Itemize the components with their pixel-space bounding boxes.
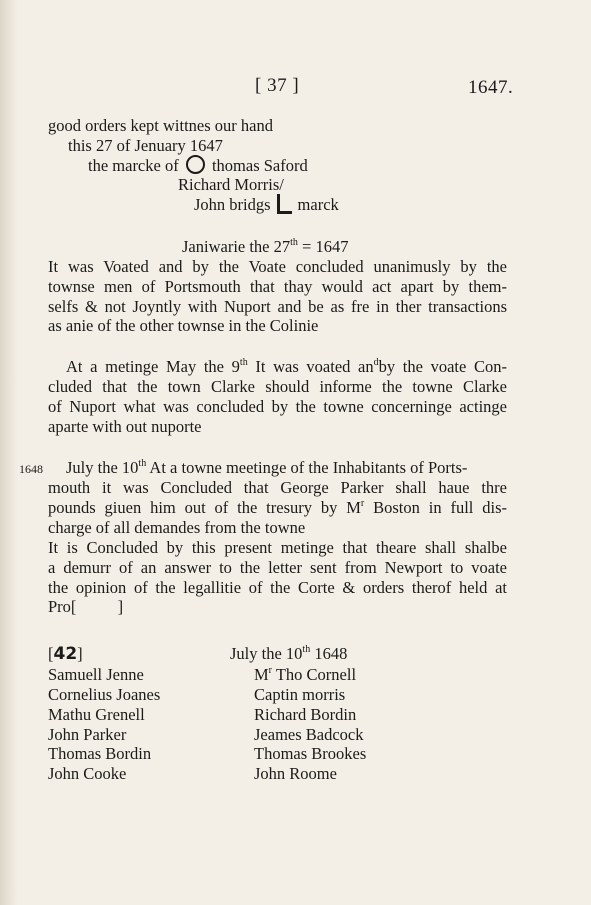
page-ref-number: 42 (53, 644, 78, 664)
entry4-line: a demurr of an answer to the letter sent from Newport to voate (48, 558, 507, 577)
date-sup: th (290, 237, 298, 248)
page-edge-shadow (0, 0, 18, 905)
entry4-line1 (66, 457, 507, 479)
entry3-line1 (66, 356, 507, 378)
entry2-line: as anie of the other townse in the Colinie (48, 316, 319, 335)
roster-left-name: Thomas Bordin (48, 744, 152, 763)
bracket: [ (48, 644, 54, 663)
text: At a metinge May the 9 (66, 357, 240, 376)
entry4-line3 (48, 497, 507, 519)
sup: d (373, 357, 379, 368)
entry2-line: It was Voated and by the Voate concluded unanimusly by the (48, 257, 507, 276)
entry1-line2: this 27 of Jenuary 1647 (68, 136, 223, 155)
roster-right-name: John Roome (254, 764, 337, 783)
text: pounds giuen him out of the tresury by M (48, 498, 361, 517)
text: Boston in full dis- (364, 498, 507, 517)
text: Tho Cornell (272, 665, 357, 684)
entry1-line1: good orders kept wittnes our hand (48, 116, 273, 135)
entry3-line: cluded that the town Clarke should informe the towne Clarke (48, 377, 507, 396)
margin-year: 1648 (19, 462, 43, 476)
sup: th (302, 644, 311, 655)
bracket: ] (77, 644, 83, 663)
signatory-name: John bridgs (194, 195, 271, 214)
roster-right-name: Captin morris (254, 685, 346, 704)
roster-left-name: John Parker (48, 725, 127, 744)
text: by the voate Con- (378, 357, 508, 376)
mark-label: marck (297, 195, 339, 214)
roster-left-name: Mathu Grenell (48, 705, 145, 724)
roster-left-name: Samuell Jenne (48, 665, 144, 684)
roster-right-name: Richard Bordin (254, 705, 357, 724)
roster-left-name: John Cooke (48, 764, 127, 783)
entry3-line: aparte with out nuporte (48, 417, 202, 436)
page-number: [ 37 ] (255, 75, 300, 96)
entry2-line: townse men of Portsmouth that thay would act apart by them- (48, 277, 507, 296)
entry1-line5 (194, 194, 339, 216)
entry1-line4: Richard Morris/ (178, 175, 284, 194)
text: It was voated an (247, 357, 374, 376)
page-year: 1647. (468, 77, 514, 98)
date-year: = 1647 (302, 237, 349, 256)
sup: r (268, 665, 273, 676)
sup: th (138, 458, 147, 469)
entry2-date (182, 236, 348, 258)
text: At a towne meetinge of the Inhabitants of Ports- (146, 458, 468, 477)
entry4-line: the opinion of the legallitie of the Corte & orders therof held at (48, 578, 507, 597)
roster-left-name: Cornelius Joanes (48, 685, 161, 704)
l-mark-icon (277, 194, 292, 214)
entry4-line: It is Concluded by this present metinge that theare shall shalbe (48, 538, 507, 557)
circle-mark-icon (186, 155, 205, 174)
roster-right-header (230, 643, 347, 665)
date-text: Janiwarie the 27 (182, 237, 291, 256)
entry2-line: selfs & not Joyntly with Nuport and be as fre in ther transactions (48, 297, 507, 316)
roster-bracket (48, 643, 83, 665)
sup: th (239, 357, 248, 368)
signatory-name: thomas Saford (211, 156, 308, 175)
entry4-line: mouth it was Concluded that George Parker shall haue thre (48, 478, 507, 497)
text: M (254, 665, 269, 684)
entry3-line: of Nuport what was concluded by the towne concerninge actinge (48, 397, 507, 416)
entry4-last-line: Pro[ ] (48, 597, 124, 616)
text: July the 10 (66, 458, 139, 477)
entry4-line: charge of all demandes from the towne (48, 518, 306, 537)
roster-right-name: Thomas Brookes (254, 744, 367, 763)
text: 1648 (310, 644, 348, 663)
text: July the 10 (230, 644, 303, 663)
mark-label: the marcke of (88, 156, 179, 175)
roster-right-name: Jeames Badcock (254, 725, 364, 744)
roster-right-name (254, 664, 356, 686)
sup: r (360, 498, 365, 509)
